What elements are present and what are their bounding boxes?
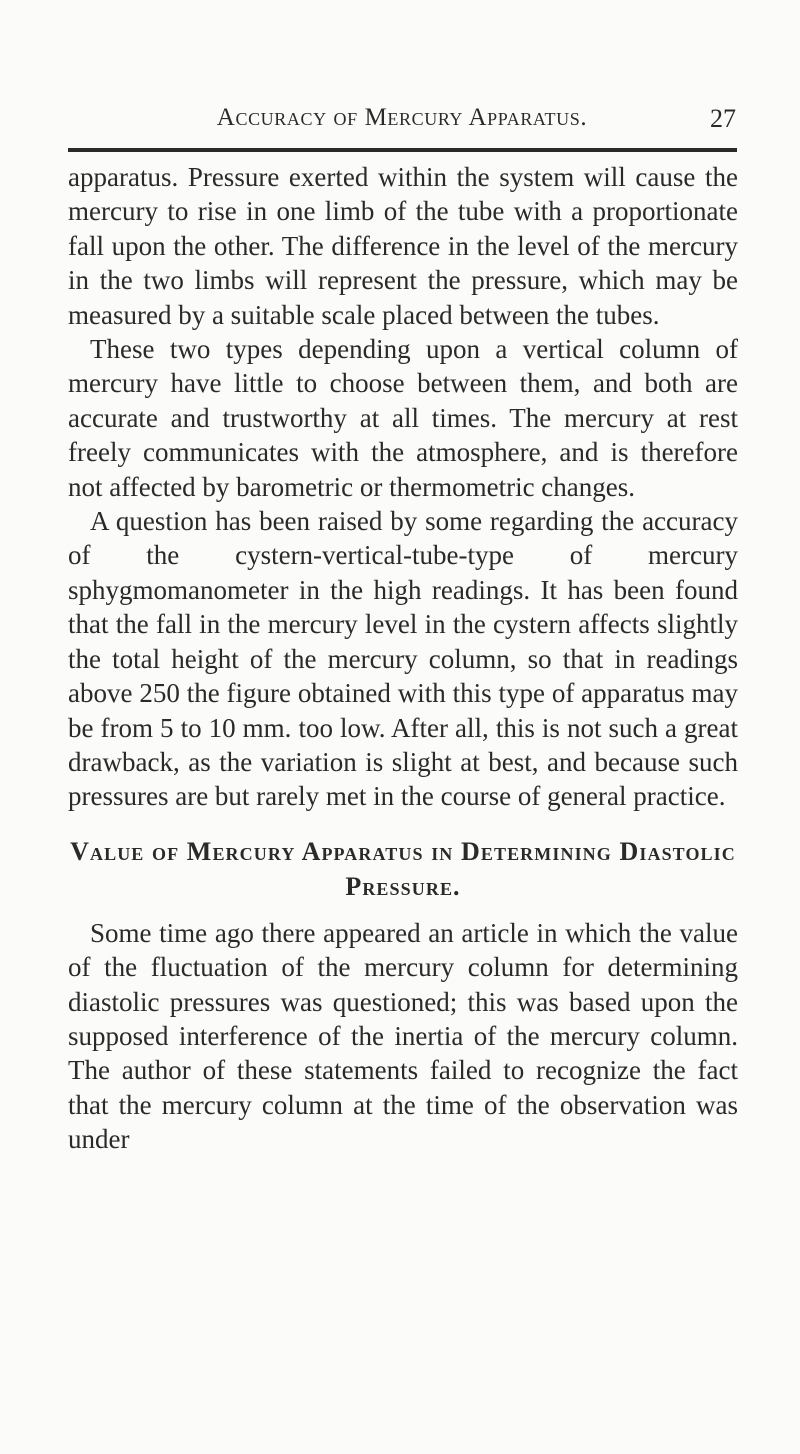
paragraph: Some time ago there appeared an article in which the value of the fluctuation of the mercury column for determining diastolic pressures was questioned; this was based upon the supposed interference of the inertia of the mercury column. The author of these statements failed to recognize the fact that the mercury column at the time of the observation was under <box>68 917 738 1155</box>
page-number: 27 <box>710 104 736 133</box>
body-text <box>68 160 738 1157</box>
paragraph: apparatus. Pressure exerted within the system will cause the mercury to rise in one limb of the tube with a proportionate fall upon the other. The difference in the level of the mercury in the two limbs will represent the pressure, which may be measured by a suitable scale placed between the tubes. <box>68 162 738 330</box>
paragraph: A question has been raised by some regarding the accuracy of the cystern-vertical-tube-type of mercury sphygmomanometer in the high readings. It has been found that the fall in the mercury level in the cystern affects slightly the total height of the mercury column, so that in readings above 250 the figure obtained with this type of apparatus may be from 5 to 10 mm. too low. After all, this is not such a great drawback, as the variation is slight at best, and because such pressures are but rarely met in the course of general practice. <box>68 506 738 812</box>
running-title: Accuracy of Mercury Apparatus. <box>216 104 588 131</box>
header-rule <box>68 148 737 152</box>
running-head <box>68 104 736 138</box>
paragraph: These two types depending upon a vertical column of mercury have little to choose between them, and both are accurate and trustworthy at all times. The mercury at rest freely communicates with the atmosphere, and is therefore not affected by barometric or thermometric changes. <box>68 334 738 502</box>
section-heading: Value of Mercury Apparatus in Determining Diastolic Pressure. <box>70 836 736 901</box>
